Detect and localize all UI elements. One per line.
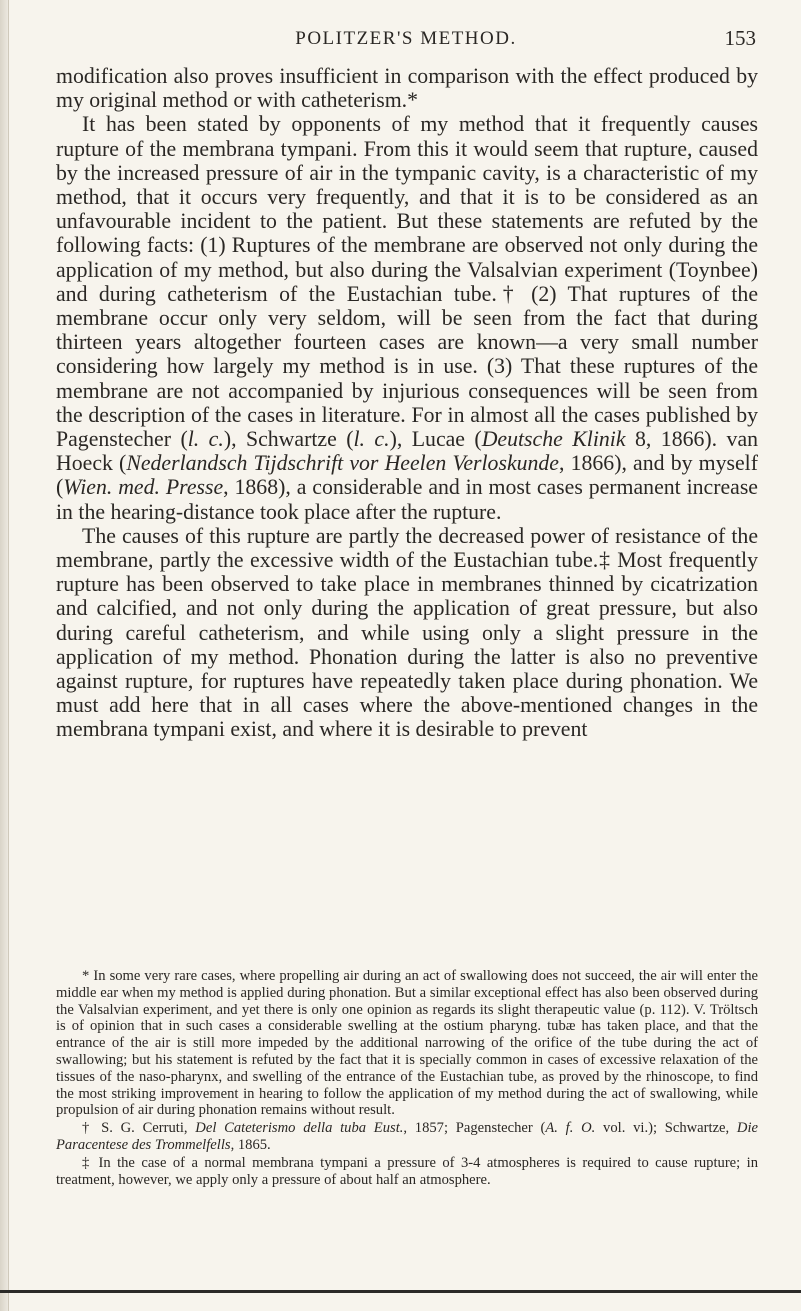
citation-tijdschrift: Nederlandsch Tijdschrift vor Heelen Verloskunde: [126, 451, 559, 476]
citation-wien-presse: Wien. med. Presse: [63, 475, 224, 500]
paragraph-2-text-a: It has been stated by opponents of my method that it frequently causes rupture of the membrana tympani. From this it would seem that rupture, caused by the increased pressure of air in the tympanic cavity, is a characteristic of my method, that it occurs very frequently, and that it is to be considered as an unfavourable incident to the patient. But these statements are refuted by the following facts: (1) Ruptures of the membrane are observed not only during the application of my method, but also during the Valsalvian experiment (Toynbee) and during catheterism of the Eustachian tube.† (2) That ruptures of the membrane occur only very seldom, will be seen from the fact that during thirteen years altogether fourteen cases are known—a very small number considering how largely my method is in use. (3) That these ruptures of the membrane are not accompanied by injurious consequences will be seen from the description of the cases in literature. For in almost all the cases published by Pagenstecher (: [56, 112, 758, 452]
footnote-2-text-d: , 1865.: [230, 1136, 271, 1153]
footnote-2-text-a: † S. G. Cerruti,: [82, 1120, 196, 1137]
footnote-2-title-3: Die Paracentese des Trommelfells: [56, 1120, 758, 1153]
paragraph-2: [56, 112, 758, 523]
footnote-1: * In some very rare cases, where propelling air during an act of swallowing does not succeed, the air will enter the middle ear when my method is applied during phonation. But a similar exceptional effect has also been observed during the Valsalvian experiment, and yet there is only one opinion as regards its slight therapeutic value (p. 112). V. Tröltsch is of opinion that in such cases a considerable swelling at the ostium pharyng. tubæ has taken place, and that the entrance of the air is still more impeded by the additional narrowing of the orifice of the tube during the act of swallowing; but his statement is refuted by the fact that it is specially common in cases of excessive relaxation of the tissues of the naso-pharynx, and swelling of the entrance of the Eustachian tube, as proved by the rhinoscope, to find the most striking improvement in hearing to follow the application of my method during the act of swallowing, while propulsion of air during phonation remains without result.: [56, 968, 758, 1119]
page-gutter-shadow: [0, 0, 8, 1311]
paragraph-2-text-f: , 1868), a considerable and in most cases permanent increase in the hearing-distance took place after the rupture.: [56, 475, 758, 524]
footnote-2-title-2: A. f. O.: [545, 1120, 596, 1137]
footnote-2: [56, 1120, 758, 1154]
paragraph-3: [56, 524, 758, 742]
paragraph-2-text-d: 8, 1866). van Hoeck (: [56, 427, 759, 476]
page-number: 153: [724, 26, 756, 50]
citation-deutsche-klinik: Deutsche Klinik: [481, 427, 626, 452]
paragraph-2-text-c: ), Lucae (: [389, 427, 482, 452]
footnote-2-title-1: Del Cateterismo della tuba Eust.: [195, 1120, 404, 1137]
paragraph-1-text: modification also proves insufficient in comparison with the effect produced by my original method or with catheterism.*: [56, 64, 758, 113]
running-head: POLITZER'S METHOD.: [295, 28, 517, 49]
paragraph-1: [56, 64, 758, 112]
paragraph-2-text-b: ), Schwartze (: [223, 427, 354, 452]
footnotes: [56, 968, 758, 1189]
citation-lc-1: l. c.: [187, 427, 224, 452]
footnote-2-text-c: vol. vi.); Schwartze,: [595, 1120, 737, 1137]
citation-lc-2: l. c.: [353, 427, 390, 452]
page-header: [56, 24, 756, 54]
footnote-3: ‡ In the case of a normal membrana tympani a pressure of 3-4 atmospheres is required to cause rupture; in treatment, however, we apply only a pressure of about half an atmosphere.: [56, 1154, 758, 1188]
gutter-rule: [8, 0, 9, 1311]
paragraph-3-text: The causes of this rupture are partly the decreased power of resistance of the membrane, partly the excessive width of the Eustachian tube.‡ Most frequently rupture has been observed to take place in membranes thinned by cicatrization and calcified, and not only during the application of great pressure, but also during careful catheterism, and while using only a slight pressure in the application of my method. Phonation during the latter is also no preventive against rupture, for ruptures have repeatedly taken place during phonation. We must add here that in all cases where the above-mentioned changes in the membrana tympani exist, and where it is desirable to prevent: [56, 523, 758, 742]
bottom-rule: [0, 1290, 801, 1293]
footnote-2-text-b: , 1857; Pagenstecher (: [403, 1120, 546, 1137]
body-text: [56, 64, 758, 742]
paragraph-2-text-e: , 1866), and by myself (: [56, 451, 758, 500]
